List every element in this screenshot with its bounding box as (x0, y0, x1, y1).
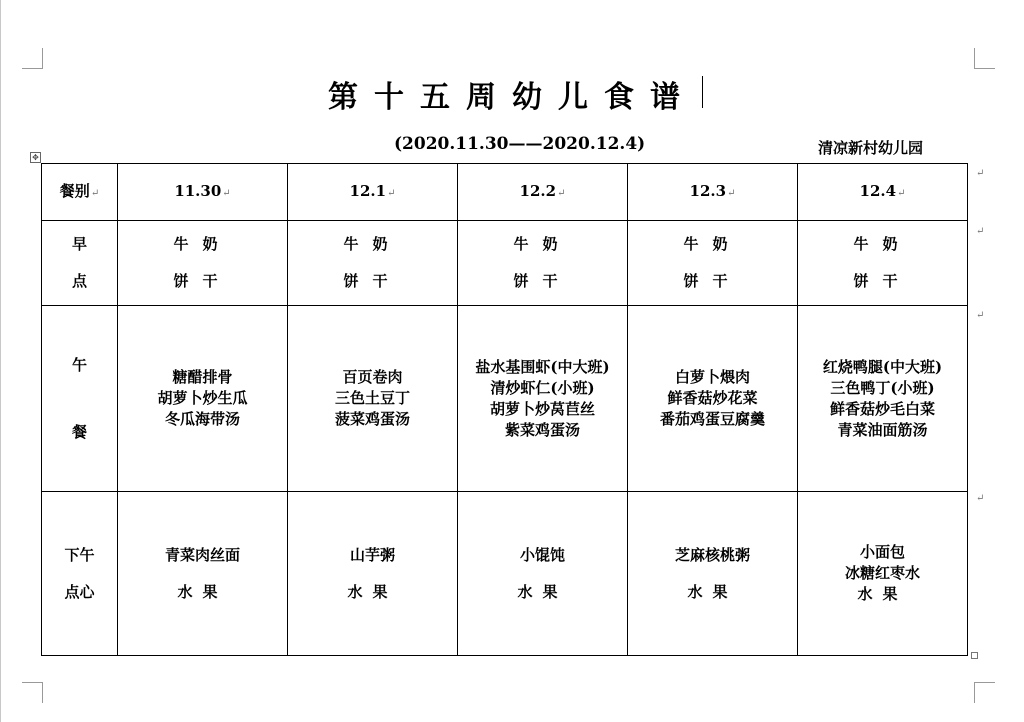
lunch-cell[interactable]: 白萝卜煨肉 鲜香菇炒花菜 番茄鸡蛋豆腐羹 (628, 306, 798, 492)
breakfast-cell[interactable]: 牛奶 饼干 (288, 221, 458, 306)
crop-mark-top-right (974, 48, 995, 69)
snack-label[interactable]: 下午 点心 (42, 492, 118, 656)
crop-mark-top-left (22, 48, 43, 69)
breakfast-cell[interactable]: 牛奶 饼干 (628, 221, 798, 306)
crop-mark-bottom-right (974, 682, 995, 703)
date-cell[interactable]: 12.3↵ (628, 164, 798, 221)
snack-row (42, 492, 968, 656)
lunch-cell[interactable]: 红烧鸭腿(中大班) 三色鸭丁(小班) 鲜香菇炒毛白菜 青菜油面筋汤 (798, 306, 968, 492)
crop-mark-bottom-left (22, 682, 43, 703)
row-end-mark-icon: ↵ (976, 168, 985, 179)
lunch-cell[interactable]: 百页卷肉 三色土豆丁 菠菜鸡蛋汤 (288, 306, 458, 492)
breakfast-label[interactable]: 早 点 (42, 221, 118, 306)
row-end-mark-icon: ↵ (976, 310, 985, 321)
table-move-handle-icon[interactable]: ✥ (30, 152, 41, 163)
lunch-cell[interactable]: 盐水基围虾(中大班) 清炒虾仁(小班) 胡萝卜炒莴苣丝 紫菜鸡蛋汤 (458, 306, 628, 492)
row-end-mark-icon: ↵ (976, 226, 985, 237)
document-title[interactable]: 第十五周幼儿食谱 (328, 80, 696, 115)
snack-cell[interactable]: 青菜肉丝面 水果 (118, 492, 288, 656)
snack-cell[interactable]: 小面包 冰糖红枣水 水果 (798, 492, 968, 656)
text-cursor (702, 76, 703, 108)
date-cell[interactable]: 12.2↵ (458, 164, 628, 221)
breakfast-cell[interactable]: 牛奶 饼干 (118, 221, 288, 306)
lunch-row (42, 306, 968, 492)
table-resize-handle-icon[interactable] (971, 652, 978, 659)
breakfast-row (42, 221, 968, 306)
school-name[interactable]: 清凉新村幼儿园 (818, 139, 924, 157)
date-cell[interactable]: 12.4↵ (798, 164, 968, 221)
meal-type-header[interactable]: 餐别↵ (42, 164, 118, 221)
snack-cell[interactable]: 山芋粥 水果 (288, 492, 458, 656)
header-row (42, 164, 968, 221)
breakfast-cell[interactable]: 牛奶 饼干 (798, 221, 968, 306)
lunch-cell[interactable]: 糖醋排骨 胡萝卜炒生瓜 冬瓜海带汤 (118, 306, 288, 492)
row-end-mark-icon: ↵ (976, 493, 985, 504)
breakfast-cell[interactable]: 牛奶 饼干 (458, 221, 628, 306)
date-cell[interactable]: 12.1↵ (288, 164, 458, 221)
date-range[interactable]: (2020.11.30——2020.12.4) (394, 134, 646, 154)
snack-cell[interactable]: 芝麻核桃粥 水果 (628, 492, 798, 656)
date-cell[interactable]: 11.30↵ (118, 164, 288, 221)
snack-cell[interactable]: 小馄饨 水果 (458, 492, 628, 656)
menu-table (41, 163, 968, 656)
lunch-label[interactable]: 午 餐 (42, 306, 118, 492)
